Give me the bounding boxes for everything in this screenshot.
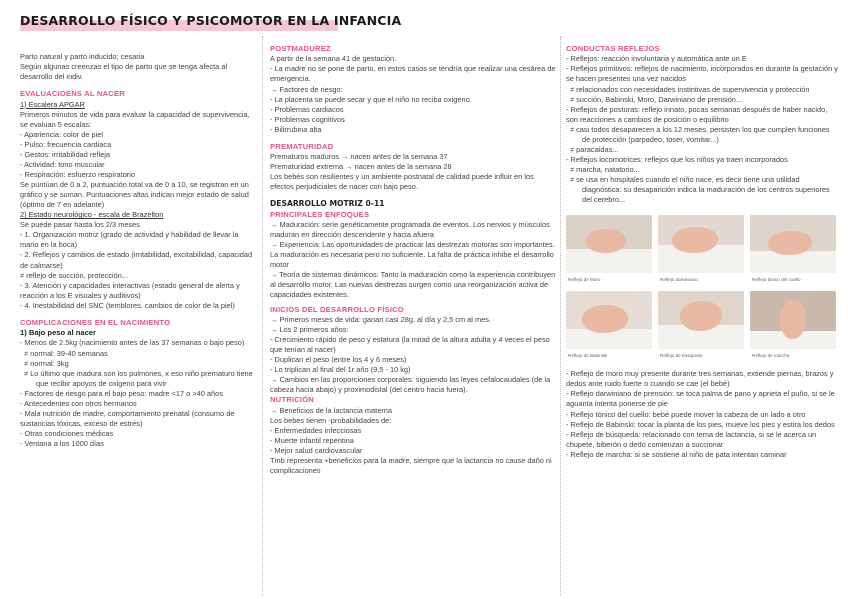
list-item: - Problemas cardiacos <box>270 104 344 114</box>
list-item: ≠ marcha, natatorio... <box>570 165 640 174</box>
photo-caption: Reflejo de marcha <box>752 353 790 359</box>
reflex-photo-grid <box>566 215 838 365</box>
subheading-apgar: 1) Escalera APGAR <box>20 99 85 109</box>
list-item: → Cambios en las proporciones corporales: siguiendo las leyes cefalocaudales (de la cabeza hacia abajo) y proximodistal (del centro hacia fuera). <box>270 375 551 395</box>
list-item: - Reflejos: reacción involuntaria y automática ante un E <box>566 54 747 64</box>
photo-busqueda <box>658 291 744 363</box>
section-heading-nutricion: NUTRICIÓN <box>270 395 314 405</box>
list-item: Los bebés son resilientes y un ambiente postnatal de calidad puede influir en los efectos perjudiciales de nacer con bajo peso. <box>270 172 534 192</box>
list-item: - Antecedentes con otros hermanos <box>20 398 137 408</box>
list-item: - Reflejo darwiniano de prensión: se toca palma de pano y aprieta el puño, si se le aguanta intenta ponerse de pie <box>566 389 835 409</box>
list-item: - Reflejos primitivos: reflejos de nacimiento, incorporados en durante la gestación y se hacen presentes una vez nacidos <box>566 64 838 84</box>
list-item: ≠ paracaidas... <box>570 144 619 154</box>
list-item: - Reflejo tónico del cuello: bebé puede mover la cabeza de un lado a otro <box>566 409 806 419</box>
list-item: Tmb representa +beneficios para la madre, siempre que la lactancia no cause daño ni complicaciones <box>270 455 552 475</box>
column-divider-2 <box>560 36 561 596</box>
list-item: - 1. Organización motriz (grado de actividad y habilidad de llevar la mano en la boca) <box>20 230 239 250</box>
paragraph: Primeros minutos de vida para evaluar la capacidad de supervivencia, se evaluan 5 escalas: <box>20 109 250 129</box>
list-item: - Mala nutrición de madre, comportamiento prenatal (consumo de sustancias tóxicas, exceso de estrés) <box>20 408 235 428</box>
list-item: ≠ Lo último que madura son los pulmones, x eso niño prematuro tiene que recibir apoyos de oxigeno para vivir <box>24 368 253 388</box>
list-item: → Primeros meses de vida: ganan casi 28g. al día y 2,5 cm al mes. <box>270 314 491 324</box>
list-item: Prematuros maduros → nacen antes de la semana 37 <box>270 152 448 162</box>
list-item: → Experiencia: Las oportunidades de practicar las destrezas motoras son importantes. La maduración es necesaria pero no suficiente. La falta de práctica inhibe el desarrollo motor <box>270 240 555 270</box>
list-item: → Factores de riesgo: <box>270 84 343 94</box>
photo-moro <box>566 215 652 287</box>
photo-marcha <box>750 291 836 363</box>
list-item: - Problemas cognitivos <box>270 114 345 124</box>
list-item: - Actividad: tono muscular <box>20 159 105 169</box>
list-item: A partir de la semana 41 de gestación. <box>270 54 397 64</box>
paragraph: Se puede pasar hasta los 2/3 meses <box>20 220 140 230</box>
column-left <box>20 52 258 449</box>
section-heading-reflejos: CONDUCTAS REFLEJOS <box>566 44 660 53</box>
list-item: - La madre no se pone de parto, en estos casos se tendría que realizar una cesárea de emergencia. <box>270 64 556 84</box>
section-heading-inicios: INICIOS DEL DESARROLLO FÍSICO <box>270 304 404 314</box>
list-item: ≠ normal: 39-40 semanas <box>24 348 108 358</box>
list-item: ≠ normal: 3kg <box>24 358 69 368</box>
list-item: - Ventana a los 1000 días <box>20 439 104 449</box>
subheading-brazelton: 2) Estado neurológico - escala de Brazelton <box>20 210 164 220</box>
list-item: - Reflejo de Babinski: tocar la planta de los pies, mueve los pies y estira los dedos <box>566 419 835 429</box>
list-item: - Factores de riesgo para el bajo peso: madre <17 o >40 años <box>20 388 223 398</box>
list-item: - 3. Atención y capacidades interactivas (estado general de alerta y reacción a los E visuales y auditivos) <box>20 280 240 300</box>
list-item: → Beneficios de la lactancia materna <box>270 405 393 415</box>
list-item: - Menos de 2.5kg (nacimiento antes de las 37 semanas o bajo peso) <box>20 338 245 348</box>
list-item: - Gestos: irritabilidad refleja <box>20 149 110 159</box>
list-item: ≠ se usa en hospitales cuando el niño nace, es decir tiene una utilidad diagnóstica: su desaparición indica la maduración de los centros superiores del cerebro... <box>570 175 830 205</box>
list-item: ≠ relacionados con necesidades instintivas de supervivencia y protección <box>570 84 810 94</box>
section-heading-evaluaciones: EVALUACIOENS AL NACER <box>20 89 125 99</box>
list-item: ≠ succión, Babinski, Moro, Darwiniano de prensión... <box>570 94 743 104</box>
list-item: - Reflejos de posturas: reflejo innato, pocas semanas después de haber nacido, son reacciones a cambios de posición o equilibrio <box>566 104 828 124</box>
list-item: - Reflejos locomotrices: reflejos que los niños ya traen incorporados <box>566 154 788 164</box>
column-divider-1 <box>262 36 263 596</box>
photo-caption: Reflejo darwiniano <box>660 277 698 283</box>
column-right <box>566 44 838 460</box>
column-middle <box>270 44 558 476</box>
list-item: - Mejor salud cardiovascular <box>270 445 363 455</box>
section-heading-motriz: DESARROLLO MOTRIZ 0-11 <box>270 199 385 209</box>
list-item: - Reflejo de marcha: si se sostiene al niño de pata intentan caminar <box>566 449 787 459</box>
paragraph: Se puntúan de 0 a 2, puntuación total va de 0 a 10, se registran en un gráfico y se suman. Puntuaciones altas indican mejor estado de salud (óptimo de 7 en adelante) <box>20 180 249 210</box>
photo-caption: Reflejo de Babinski <box>568 353 608 359</box>
intro-line: Según algunas creenzas el tipo de parto que se tenga afecta al desarrollo del indiv. <box>20 62 228 82</box>
list-item: → Maduración: serie genéticamente programada de eventos. Los nervios y músculos maduran en dirección descendente y hacia afuera <box>270 220 550 240</box>
photo-caption: Reflejo tónico del cuello <box>752 277 801 283</box>
section-heading-prematuridad: PREMATURIDAD <box>270 141 334 151</box>
list-item: - Apariencia: color de piel <box>20 129 103 139</box>
list-item: - 2. Reflejos y cambios de estado (irritabilidad, excitabilidad, capacidad de calmarse) <box>20 250 253 270</box>
list-item: Prematuridad extrema → nacen antes de la semana 28 <box>270 162 452 172</box>
list-item: - Reflejo de búsqueda: relacionado con tema de lactancia, si se le acerca un chupete, biberón o dedo comienzan a succionar <box>566 429 817 449</box>
photo-tonico <box>750 215 836 287</box>
photo-caption: Reflejo de Moro <box>568 277 601 283</box>
list-item: Los bebes tienen -probabilidades de: <box>270 415 392 425</box>
intro-line: Parto natural y parto inducido; cesaria <box>20 52 145 61</box>
subheading-bajo-peso: 1) Bajo peso al nacer <box>20 328 96 338</box>
list-item: - Pulso: frecuencia cardiaca <box>20 139 112 149</box>
list-item: - Lo triplican al final del 1r año (9,5 - 10 kg) <box>270 365 411 375</box>
list-item: - Respiración: esfuerzo respiratorio <box>20 169 136 179</box>
list-item: → Los 2 primeros años: <box>270 324 349 334</box>
list-item: ≠ casi todos desaparecen a los 12 meses, persisten los que cumplen funciones de protección (parpadeo, toser, vomitar...) <box>570 124 830 144</box>
list-item: - 4. Inestabilidad del SNC (temblores, cambios de color de la piel) <box>20 300 235 310</box>
section-heading-enfoques: PRINCIPALES ENFOQUES <box>270 209 370 219</box>
list-item: ≠ reflejo de succión, protección... <box>20 270 128 280</box>
list-item: - Reflejo de moro muy presente durante tres semanas, extiende piernas, brazos y dedos ante ruido fuerte o cuando se cae (el bebé) <box>566 369 834 389</box>
list-item: → Teoría de sistemas dinámicos: Tanto la maduración como la experiencia contribuyen al desarrollo motor. Las nuevas destrezas surgen como una reorganización activa de capacidades existentes. <box>270 270 556 300</box>
photo-darwiniano <box>658 215 744 287</box>
section-heading-complicaciones: COMPLICACIONES EN EL NACIMIENTO <box>20 317 171 327</box>
page-title: DESARROLLO FÍSICO Y PSICOMOTOR EN LA INFANCIA <box>20 13 402 28</box>
photo-caption: Reflejo de búsqueda <box>660 353 703 359</box>
page-header <box>20 13 401 33</box>
list-item: - La placenta se puede secar y que el niño no reciba oxigeno. <box>270 94 472 104</box>
photo-babinski <box>566 291 652 363</box>
list-item: - Otras condiciones médicas <box>20 429 114 438</box>
list-item: - Bilirrubina alta <box>270 124 322 134</box>
section-heading-postmadurez: POSTMADUREZ <box>270 44 331 53</box>
list-item: - Muerte infantil repentina <box>270 435 354 445</box>
list-item: - Enfermedades infecciosas <box>270 425 362 435</box>
list-item: - Duplican el peso (entre los 4 y 6 meses) <box>270 355 407 365</box>
list-item: - Crecimiento rápido de peso y estatura (la mitad de la altura adulta y 4 veces el peso que tenían al nacer) <box>270 334 550 354</box>
